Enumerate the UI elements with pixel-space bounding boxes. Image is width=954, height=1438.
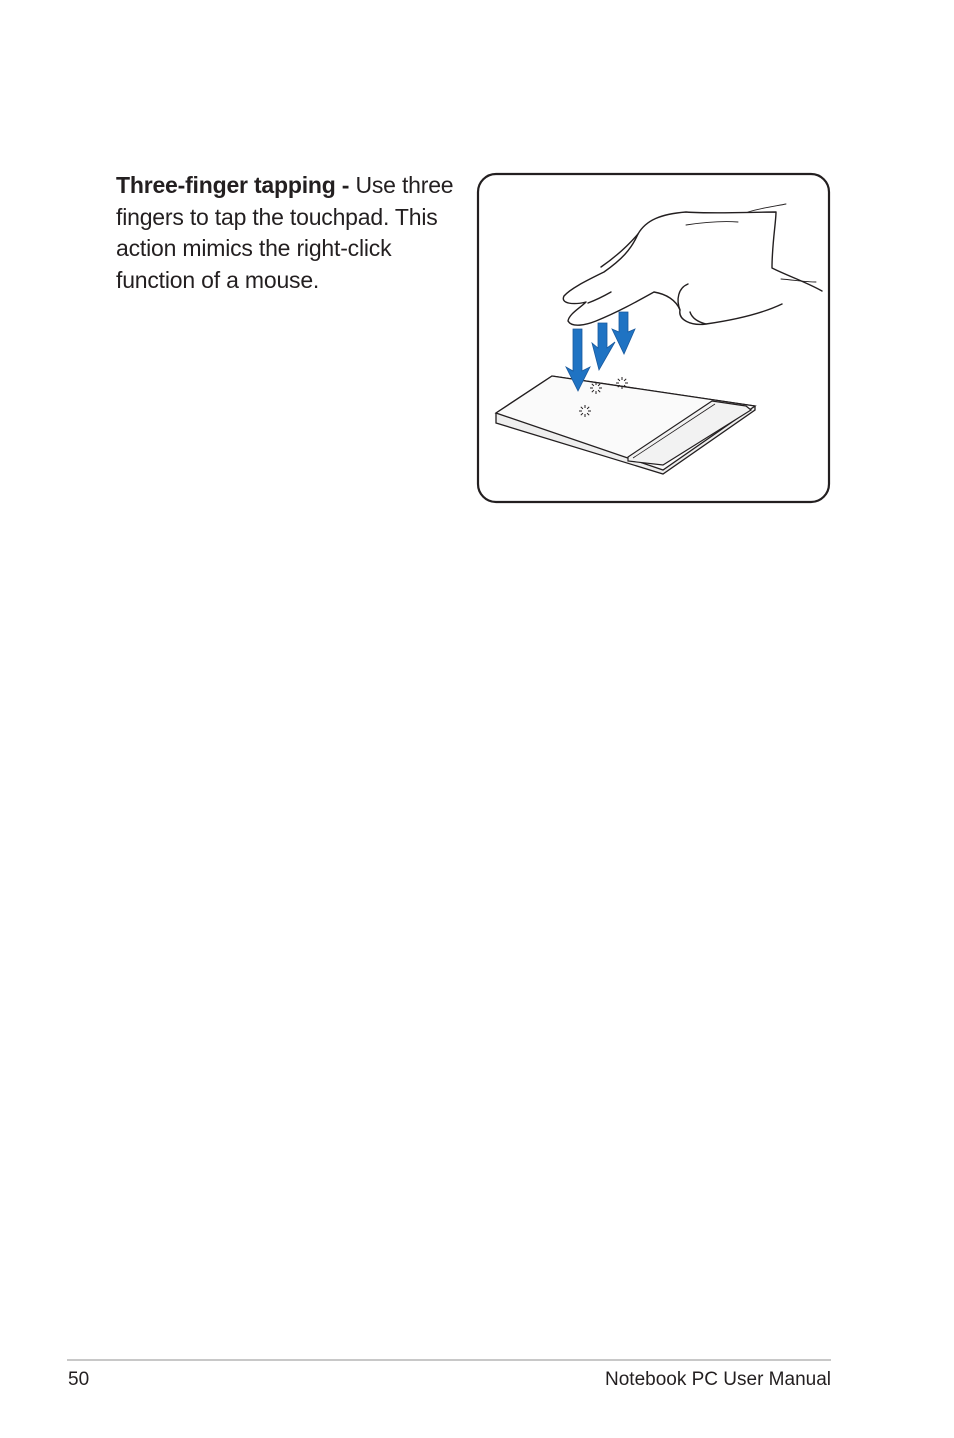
gesture-description-text: Use three fingers to tap the touchpad. This action mimics the right-click function of a mouse. bbox=[116, 172, 454, 293]
footer-divider bbox=[67, 1359, 831, 1361]
three-finger-tap-illustration bbox=[476, 172, 832, 505]
manual-title: Notebook PC User Manual bbox=[605, 1369, 831, 1390]
gesture-term: Three-finger tapping - bbox=[116, 172, 350, 198]
gesture-description bbox=[116, 170, 472, 296]
page-number: 50 bbox=[68, 1369, 90, 1390]
